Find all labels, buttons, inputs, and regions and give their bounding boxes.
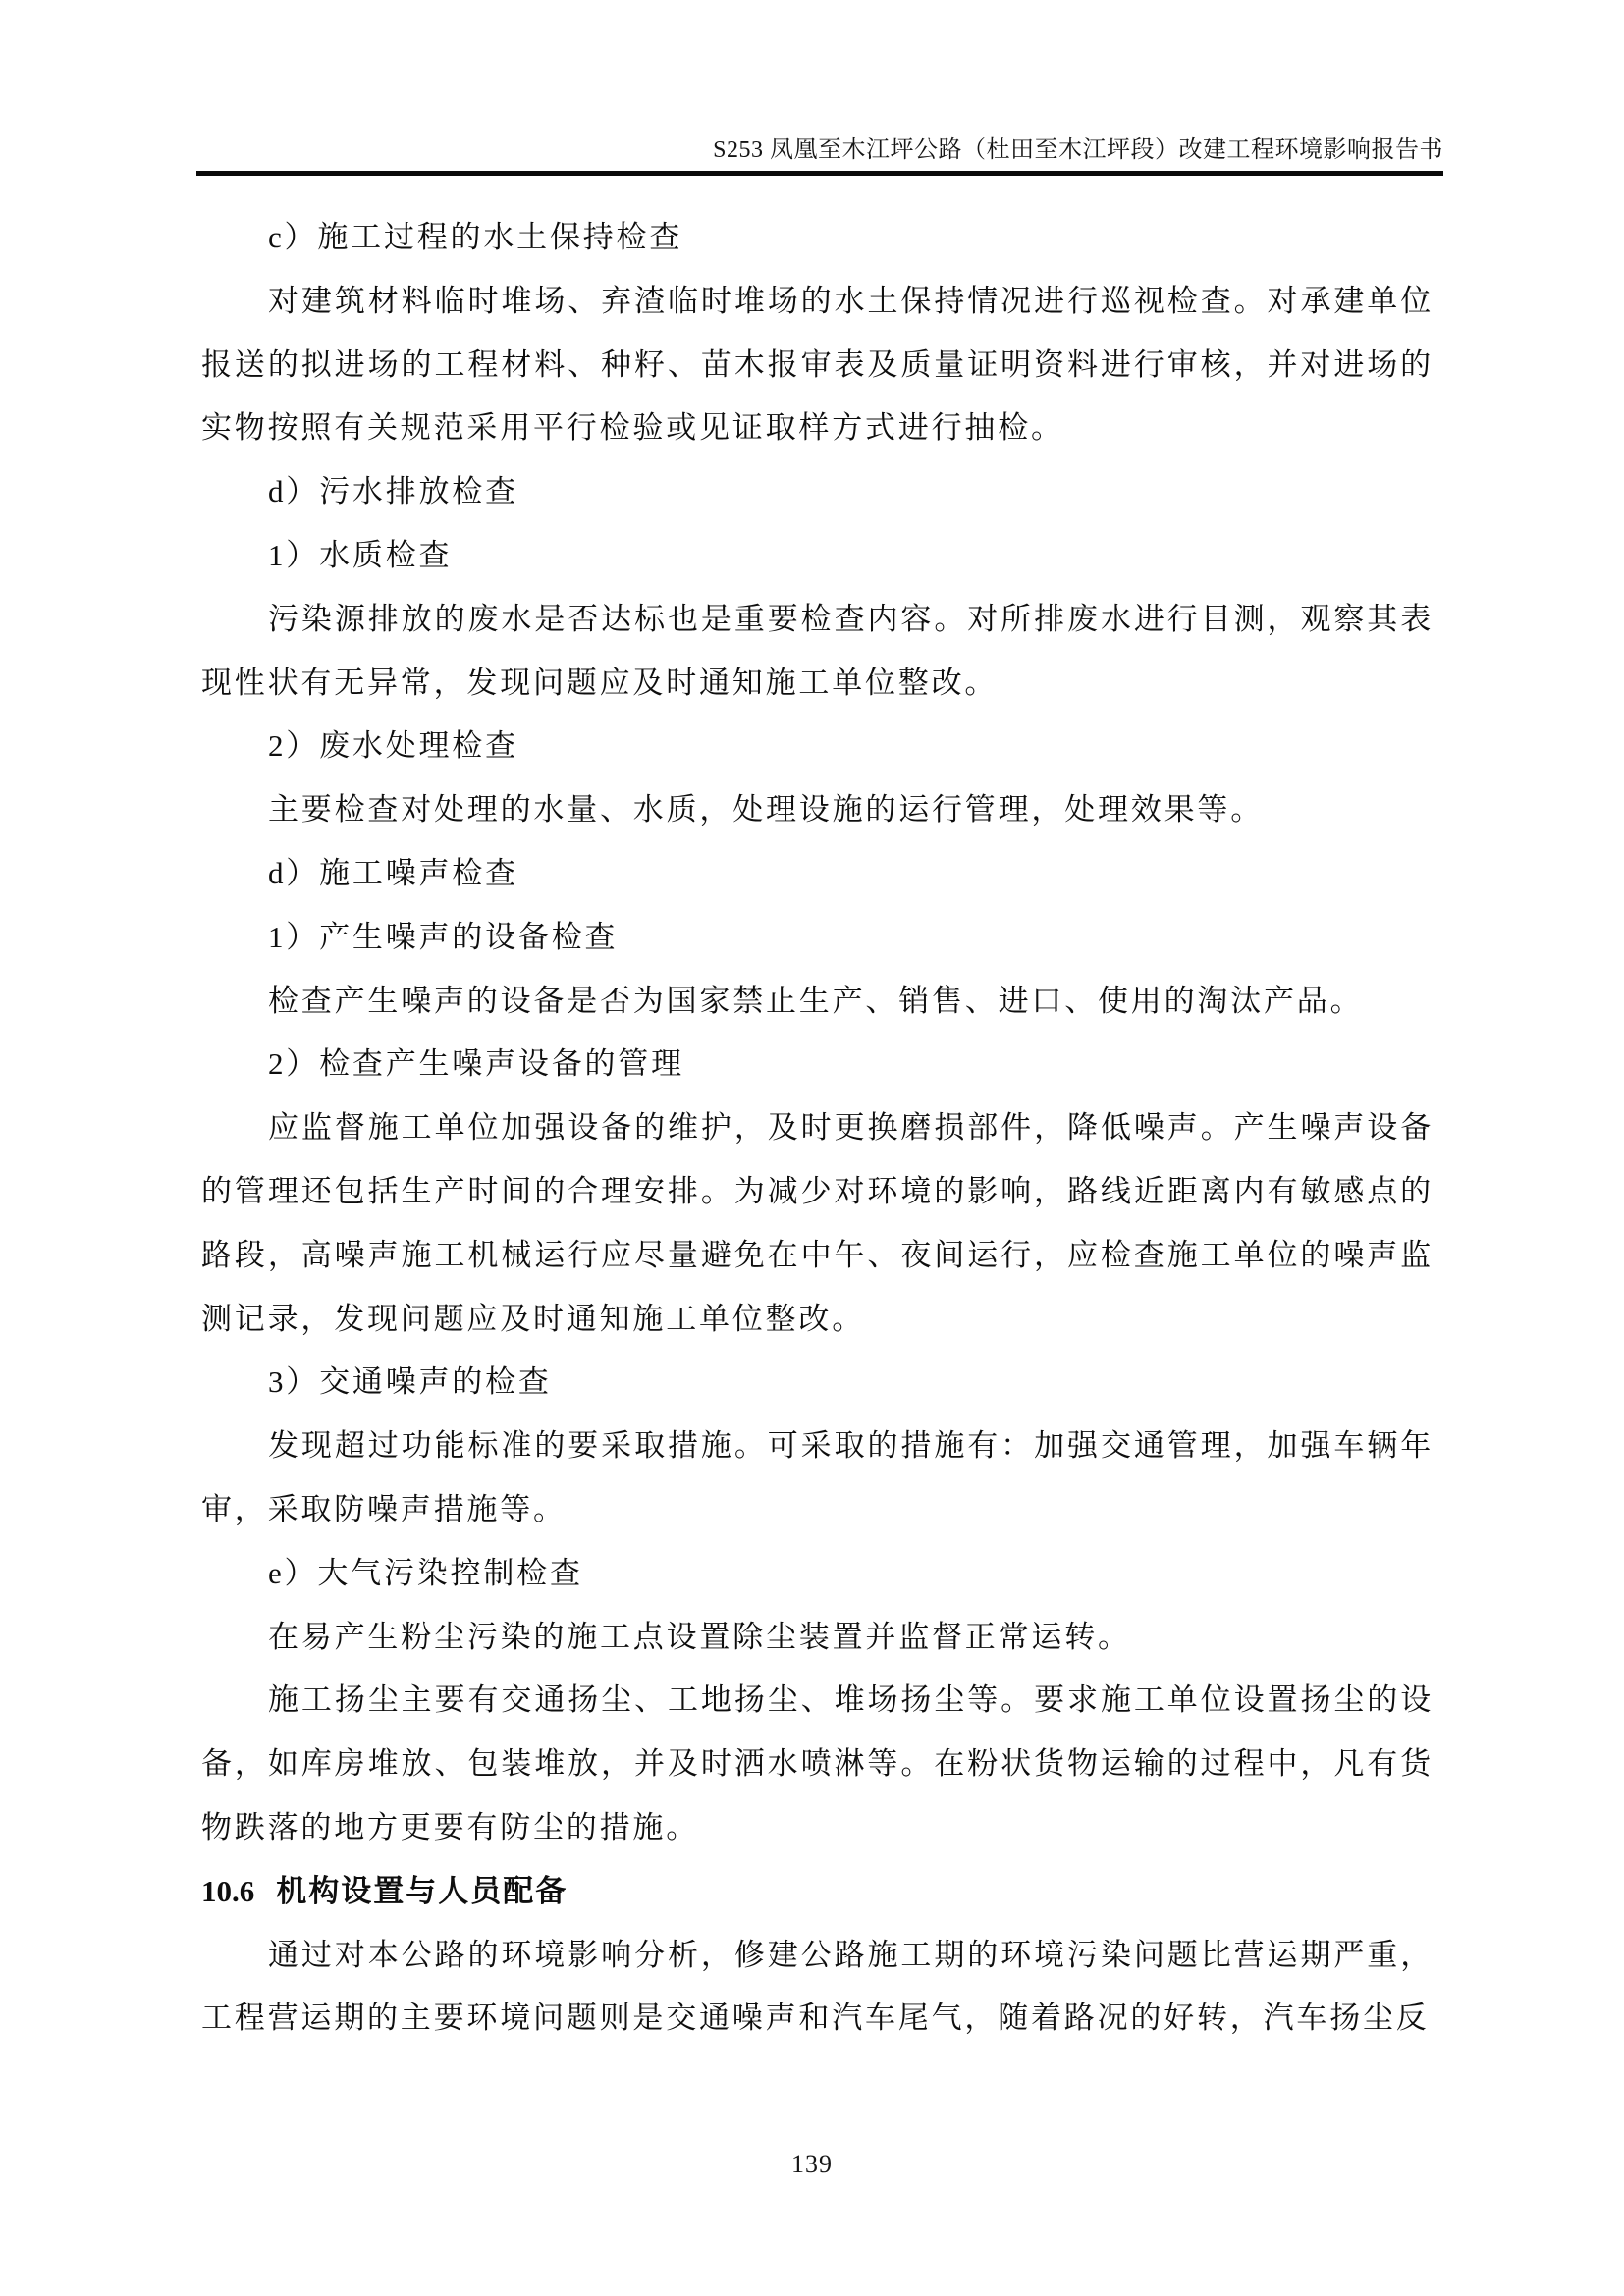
paragraph: 应监督施工单位加强设备的维护，及时更换磨损部件，降低噪声。产生噪声设备的管理还包括生产时间的合理安排。为减少对环境的影响，路线近距离内有敏感点的路段，高噪声施工机械运行应尽量避免在中午、夜间运行，应检查施工单位的噪声监测记录，发现问题应及时通知施工单位整改。 <box>201 1110 1434 1336</box>
paragraph: 在易产生粉尘污染的施工点设置除尘装置并监督正常运转。 <box>268 1619 1131 1654</box>
paragraph: 污染源排放的废水是否达标也是重要检查内容。对所排废水进行目测，观察其表现性状有无异常，发现问题应及时通知施工单位整改。 <box>201 601 1434 700</box>
report-header-title: S253 凤凰至木江坪公路（杜田至木江坪段）改建工程环境影响报告书 <box>713 137 1443 163</box>
document-content <box>201 206 1434 2051</box>
paragraph: 主要检查对处理的水量、水质，处理设施的运行管理，处理效果等。 <box>268 792 1264 828</box>
paragraph: 检查产生噪声的设备是否为国家禁止生产、销售、进口、使用的淘汰产品。 <box>268 983 1364 1018</box>
list-item: 2）废水处理检查 <box>268 728 518 764</box>
list-item: d）施工噪声检查 <box>268 855 518 890</box>
list-item: e）大气污染控制检查 <box>268 1555 583 1590</box>
section-heading <box>201 1860 1434 1924</box>
list-item: 1）产生噪声的设备检查 <box>268 919 619 954</box>
paragraph: 施工扬尘主要有交通扬尘、工地扬尘、堆场扬尘等。要求施工单位设置扬尘的设备，如库房堆放、包装堆放，并及时洒水喷淋等。在粉状货物运输的过程中，凡有货物跌落的地方更要有防尘的措施。 <box>201 1682 1434 1844</box>
list-item: d）污水排放检查 <box>268 474 518 509</box>
list-item: c）施工过程的水土保持检查 <box>268 220 683 254</box>
paragraph: 发现超过功能标准的要采取措施。可采取的措施有：加强交通管理，加强车辆年审，采取防噪声措施等。 <box>201 1428 1434 1526</box>
paragraph: 对建筑材料临时堆场、弃渣临时堆场的水土保持情况进行巡视检查。对承建单位报送的拟进场的工程材料、种籽、苗木报审表及质量证明资料进行审核，并对进场的实物按照有关规范采用平行检验或见证取样方式进行抽检。 <box>201 283 1434 446</box>
section-title: 机构设置与人员配备 <box>276 1873 568 1908</box>
section-number: 10.6 <box>201 1873 255 1908</box>
list-item: 3）交通噪声的检查 <box>268 1364 552 1400</box>
page-number: 139 <box>791 2150 833 2178</box>
header-rule <box>196 171 1443 176</box>
paragraph: 通过对本公路的环境影响分析，修建公路施工期的环境污染问题比营运期严重，工程营运期的主要环境问题则是交通噪声和汽车尾气，随着路况的好转，汽车扬尘反 <box>201 1937 1434 2036</box>
list-item: 2）检查产生噪声设备的管理 <box>268 1046 684 1082</box>
list-item: 1）水质检查 <box>268 537 453 572</box>
